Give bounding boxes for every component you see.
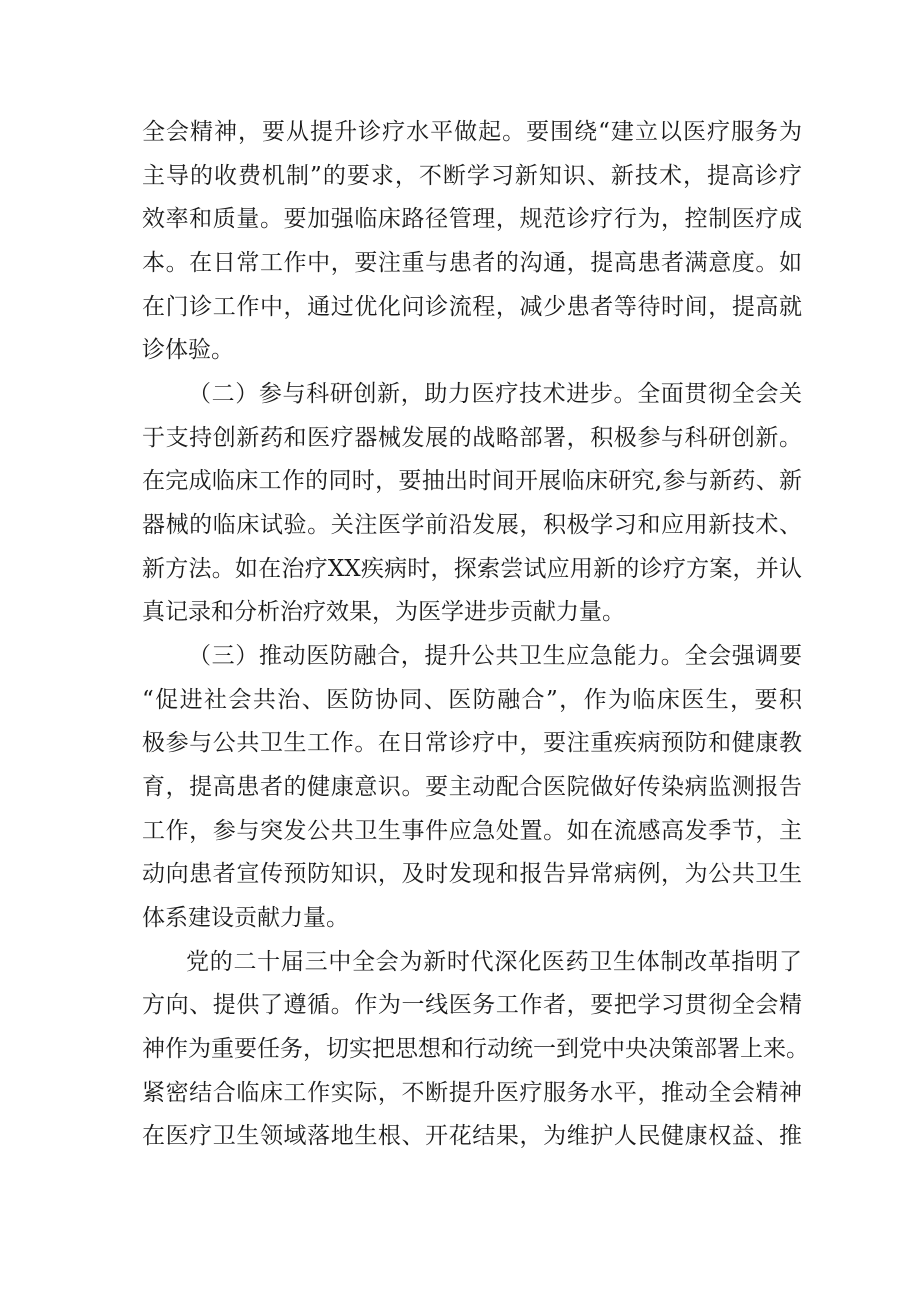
paragraph-line: 育，提高患者的健康意识。要主动配合医院做好传染病监测报告 <box>142 774 802 800</box>
paragraph-line: 在完成临床工作的同时，要抽出时间开展临床研究,参与新药、新 <box>142 468 802 494</box>
paragraph-line: 在门诊工作中，通过优化问诊流程，减少患者等待时间，提高就 <box>142 294 802 320</box>
paragraph-line: 真记录和分析治疗效果，为医学进步贡献力量。 <box>142 599 625 625</box>
paragraph-line: 工作，参与突发公共卫生事件应急处置。如在流感高发季节，主 <box>142 818 802 844</box>
paragraph-line: 诊体验。 <box>142 337 234 363</box>
paragraph-line: （三）推动医防融合，提升公共卫生应急能力。全会强调要 <box>188 643 802 669</box>
paragraph-line: “促进社会共治、医防协同、医防融合”，作为临床医生，要积 <box>142 687 802 713</box>
paragraph-line: 极参与公共卫生工作。在日常诊疗中，要注重疾病预防和健康教 <box>142 730 802 756</box>
paragraph-line: （二）参与科研创新，助力医疗技术进步。全面贯彻全会关 <box>188 381 802 407</box>
paragraph-line: 本。在日常工作中，要注重与患者的沟通，提高患者满意度。如 <box>142 250 802 276</box>
paragraph-line: 体系建设贡献力量。 <box>142 905 349 931</box>
paragraph-line: 紧密结合临床工作实际，不断提升医疗服务水平，推动全会精神 <box>142 1080 802 1106</box>
paragraph-line: 方向、提供了遵循。作为一线医务工作者，要把学习贯彻全会精 <box>142 992 802 1018</box>
paragraph-line: 动向患者宣传预防知识，及时发现和报告异常病例，为公共卫生 <box>142 861 802 887</box>
paragraph-line: 新方法。如在治疗XX疾病时，探索尝试应用新的诊疗方案，并认 <box>142 556 802 582</box>
paragraph-line: 器械的临床试验。关注医学前沿发展，积极学习和应用新技术、 <box>142 512 802 538</box>
paragraph-line: 党的二十届三中全会为新时代深化医药卫生体制改革指明了 <box>186 949 802 975</box>
paragraph-line: 全会精神，要从提升诊疗水平做起。要围绕“建立以医疗服务为 <box>142 119 802 145</box>
paragraph-line: 于支持创新药和医疗器械发展的战略部署，积极参与科研创新。 <box>142 425 802 451</box>
paragraph-line: 在医疗卫生领域落地生根、开花结果，为维护人民健康权益、推 <box>142 1123 802 1149</box>
paragraph-line: 效率和质量。要加强临床路径管理，规范诊疗行为，控制医疗成 <box>142 206 802 232</box>
paragraph-line: 主导的收费机制”的要求，不断学习新知识、新技术，提高诊疗 <box>142 163 802 189</box>
paragraph-line: 神作为重要任务，切实把思想和行动统一到党中央决策部署上来。 <box>142 1036 809 1062</box>
